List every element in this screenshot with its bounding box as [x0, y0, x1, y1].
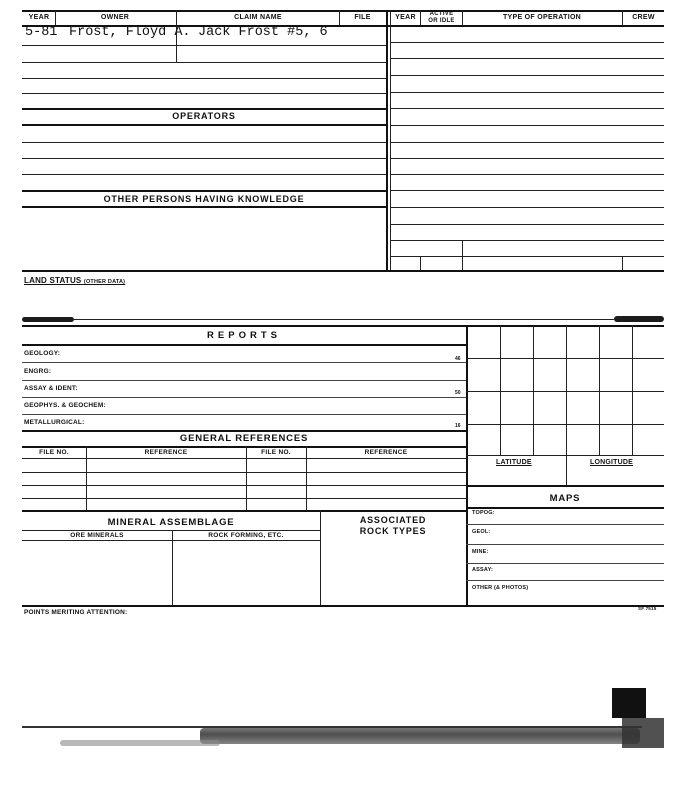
report-geology: GEOLOGY:	[24, 350, 61, 357]
report-metallurgical-num: 16	[455, 423, 461, 429]
smudge-left	[22, 317, 74, 322]
header-file: FILE	[354, 14, 371, 21]
maps-title: MAPS	[549, 493, 581, 504]
report-assay-ident: ASSAY & IDENT:	[24, 385, 78, 392]
report-geophys: GEOPHYS. & GEOCHEM:	[24, 402, 106, 409]
header-year: YEAR	[28, 14, 50, 21]
header-or-idle-line: OR IDLE	[428, 17, 455, 24]
map-topog: TOPOG:	[472, 510, 495, 516]
entry-year: 5-81	[25, 25, 58, 40]
points-meriting-attention: POINTS MERITING ATTENTION:	[24, 609, 128, 616]
map-other-photos: OTHER (& PHOTOS)	[472, 585, 529, 591]
other-persons-label: OTHER PERSONS HAVING KNOWLEDGE	[103, 194, 305, 204]
land-status-label	[24, 276, 125, 285]
ref-header-file-no-2: FILE NO.	[261, 449, 291, 456]
header-crew: CREW	[632, 14, 655, 21]
header-claim-name: CLAIM NAME	[234, 14, 282, 21]
ore-minerals-header: ORE MINERALS	[70, 532, 124, 539]
map-mine: MINE:	[472, 549, 489, 555]
smudge-right	[614, 316, 664, 322]
map-assay: ASSAY:	[472, 567, 494, 573]
entry-claim-name: Jack Frost #5, 6	[198, 25, 328, 40]
mineral-assemblage-title: MINERAL ASSEMBLAGE	[107, 517, 235, 528]
ref-header-reference-2: REFERENCE	[364, 449, 408, 456]
ref-header-reference-1: REFERENCE	[144, 449, 188, 456]
header-active-or-idle	[421, 11, 462, 24]
associated-rock-types-line1: ASSOCIATED	[359, 515, 427, 525]
header-owner: OWNER	[100, 14, 130, 21]
reports-title: REPORTS	[207, 330, 281, 341]
rock-forming-header: ROCK FORMING, ETC.	[208, 532, 284, 539]
associated-rock-types-line2: ROCK TYPES	[359, 526, 427, 536]
form-number: SF 7515	[638, 606, 657, 611]
report-geology-num: 46	[455, 356, 461, 362]
header-year-2: YEAR	[395, 14, 416, 21]
report-assay-num: 50	[455, 390, 461, 396]
land-status-sublabel: (OTHER DATA)	[83, 279, 126, 285]
land-status-title: LAND STATUS	[24, 276, 82, 285]
header-type-of-operation: TYPE OF OPERATION	[502, 14, 582, 21]
entry-owner: Frost, Floyd A.	[69, 25, 191, 40]
associated-rock-types	[320, 515, 466, 537]
ref-header-file-no-1: FILE NO.	[39, 449, 69, 456]
map-geol: GEOL:	[472, 529, 491, 535]
general-references-title: GENERAL REFERENCES	[179, 433, 309, 444]
operators-label: OPERATORS	[172, 111, 236, 121]
header-active-line: ACTIVE	[429, 11, 454, 17]
report-metallurgical: METALLURGICAL:	[24, 419, 85, 426]
report-engrg: ENGRG:	[24, 368, 52, 375]
latitude-label: LATITUDE	[496, 459, 532, 466]
longitude-label: LONGITUDE	[590, 459, 634, 466]
